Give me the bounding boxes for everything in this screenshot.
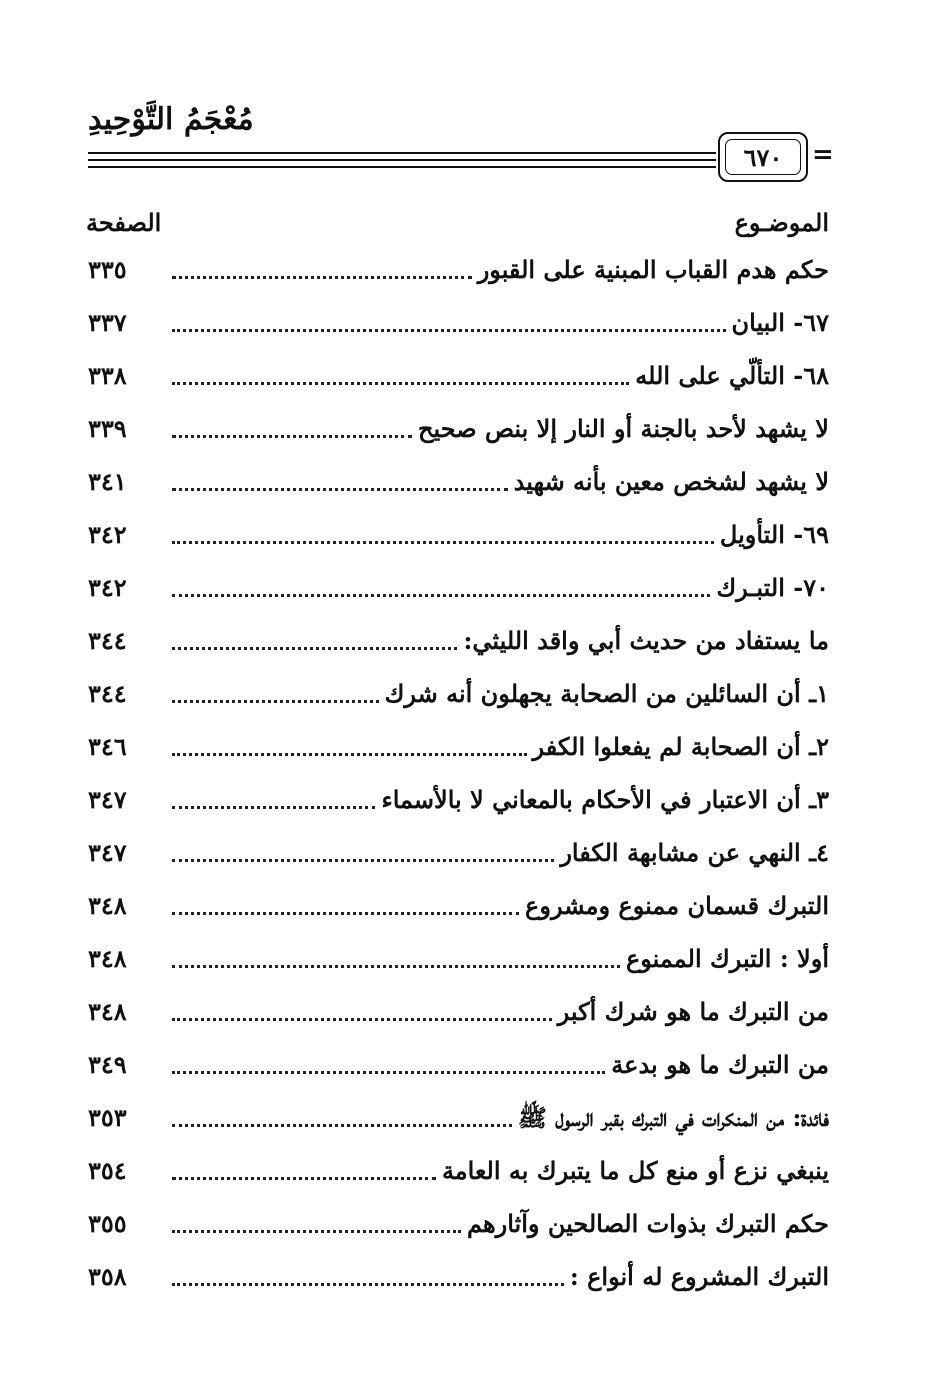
entry-title: لا يشهد لأحد بالجنة أو النار إلا بنص صحيح	[418, 414, 829, 443]
dot-leader	[172, 700, 379, 703]
dot-leader	[172, 806, 375, 809]
entry-title: من التبرك ما هو بدعة	[611, 1050, 829, 1079]
toc-entry	[0, 1093, 937, 1143]
entry-title: ٦٨- التألّي على الله	[635, 361, 829, 390]
entry-page: ٣٣٨	[88, 361, 127, 390]
entry-page: ٣٣٧	[88, 308, 127, 337]
toc-entry	[0, 351, 937, 401]
toc-entry	[0, 298, 937, 348]
dot-leader	[172, 965, 620, 968]
toc-entry	[0, 881, 937, 931]
entry-title: ١ـ أن السائلين من الصحابة يجهلون أنه شرك	[384, 679, 829, 708]
dot-leader	[172, 1230, 461, 1233]
entry-title: أولا : التبرك الممنوع	[625, 944, 829, 973]
entry-title: حكم هدم القباب المبنية على القبور	[477, 255, 829, 284]
entry-title: ٦٧- البيان	[731, 308, 829, 337]
page-number-frame	[718, 132, 808, 182]
entry-page: ٣٥٨	[88, 1262, 127, 1291]
entry-title: من التبرك ما هو شرك أكبر	[557, 997, 829, 1026]
toc-entry	[0, 457, 937, 507]
entry-page: ٣٤٤	[88, 679, 127, 708]
entry-page: ٣٤٢	[88, 520, 127, 549]
page-header	[0, 0, 937, 200]
toc-entry	[0, 1199, 937, 1249]
dot-leader	[172, 647, 457, 650]
toc-entry	[0, 934, 937, 984]
toc-entry	[0, 1040, 937, 1090]
entry-title: ٤ـ النهي عن مشابهة الكفار	[560, 838, 829, 867]
book-title: مُعْجَمُ التَّوْحِيدِ	[88, 102, 254, 137]
entry-page: ٣٥٥	[88, 1209, 127, 1238]
toc-entry	[0, 1146, 937, 1196]
entry-page: ٣٣٩	[88, 414, 127, 443]
entry-title: لا يشهد لشخص معين بأنه شهيد	[513, 467, 829, 496]
toc-entry	[0, 987, 937, 1037]
dot-leader	[172, 541, 714, 544]
dot-leader	[172, 1124, 512, 1127]
entry-title: ينبغي نزع أو منع كل ما يتبرك به العامة	[441, 1156, 829, 1185]
dot-leader	[172, 488, 508, 491]
dot-leader	[172, 435, 412, 438]
toc-entry	[0, 510, 937, 560]
entry-page: ٣٤٦	[88, 732, 127, 761]
entry-title: ٢ـ أن الصحابة لم يفعلوا الكفر	[532, 732, 829, 761]
entry-page: ٣٤٩	[88, 1050, 127, 1079]
toc-entry	[0, 828, 937, 878]
toc-entry	[0, 669, 937, 719]
entry-page: ٣٤١	[88, 467, 127, 496]
page-number: ٦٧٠	[725, 139, 801, 175]
dot-leader	[172, 1018, 552, 1021]
entry-title: فائدة: من المنكرات في التبرك بقبر الرسول ﷺ	[517, 1103, 829, 1132]
column-header-page: الصفحة	[86, 208, 162, 237]
toc-entry	[0, 1252, 937, 1302]
dot-leader	[172, 594, 710, 597]
dot-leader	[172, 1177, 436, 1180]
entry-title: حكم التبرك بذوات الصالحين وآثارهم	[467, 1209, 829, 1238]
header-marker: =	[812, 140, 834, 170]
header-rule	[88, 159, 716, 161]
toc-entry	[0, 722, 937, 772]
toc-entry	[0, 775, 937, 825]
header-rule	[88, 166, 716, 168]
dot-leader	[172, 276, 472, 279]
header-rule	[88, 152, 716, 154]
entry-title: ما يستفاد من حديث أبي واقد الليثي:	[463, 626, 829, 655]
dot-leader	[172, 382, 629, 385]
toc-entry	[0, 404, 937, 454]
entry-page: ٣٤٧	[88, 785, 127, 814]
toc-entry	[0, 245, 937, 295]
dot-leader	[172, 753, 527, 756]
entry-page: ٣٤٨	[88, 891, 127, 920]
toc-entry	[0, 616, 937, 666]
entry-title: التبرك المشروع له أنواع :	[569, 1262, 829, 1291]
entry-page: ٣٤٨	[88, 997, 127, 1026]
entry-page: ٣٤٨	[88, 944, 127, 973]
entry-page: ٣٣٥	[88, 255, 127, 284]
entry-title: ٣ـ أن الاعتبار في الأحكام بالمعاني لا بالأسماء	[381, 785, 829, 814]
entry-page: ٣٤٤	[88, 626, 127, 655]
dot-leader	[172, 329, 726, 332]
entry-title: التبرك قسمان ممنوع ومشروع	[525, 891, 829, 920]
entry-page: ٣٥٤	[88, 1156, 127, 1185]
entry-page: ٣٤٧	[88, 838, 127, 867]
entry-title: ٦٩- التأويل	[719, 520, 829, 549]
dot-leader	[172, 1283, 564, 1286]
dot-leader	[172, 859, 554, 862]
dot-leader	[172, 1071, 605, 1074]
dot-leader	[172, 912, 519, 915]
toc-entry	[0, 563, 937, 613]
column-header-topic: الموضـوع	[734, 208, 829, 237]
entry-title: ٧٠- التبـرك	[716, 573, 829, 602]
entry-page: ٣٤٢	[88, 573, 127, 602]
entry-page: ٣٥٣	[88, 1103, 127, 1132]
